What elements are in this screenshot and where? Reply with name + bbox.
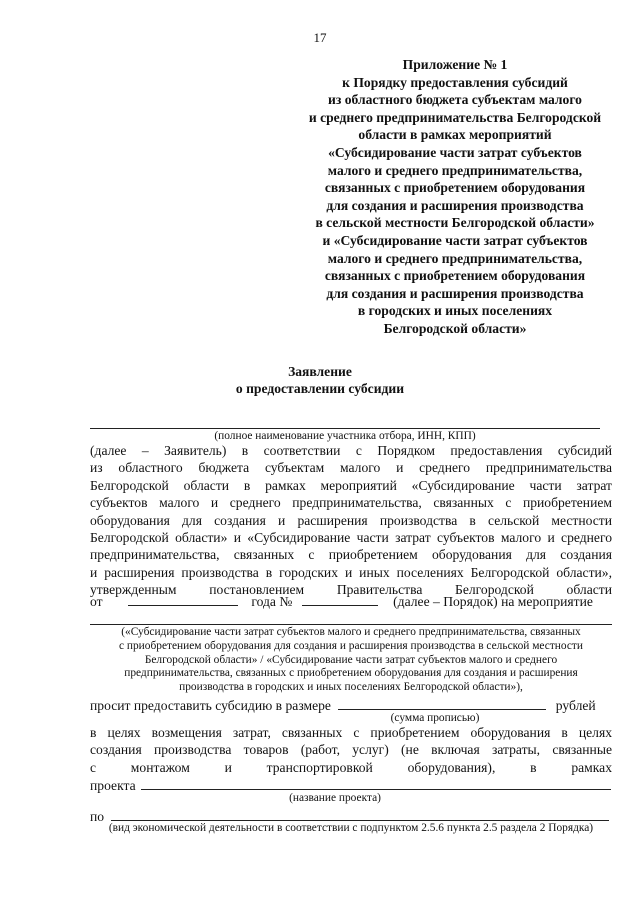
participant-caption: (полное наименование участника отбора, ИНН, КПП) (214, 430, 476, 442)
appendix-line: для создания и расширения производства (326, 285, 584, 301)
main-paragraph (90, 442, 612, 599)
paragraph-line: из областного бюджета субъектам малого и среднего предпринимательства (90, 460, 612, 476)
amount-prefix: просит предоставить субсидию в размере (90, 698, 331, 713)
paragraph-line: в целях возмещения затрат, связанных с приобретением оборудования в целях (90, 725, 612, 740)
paragraph-line: (далее – Заявитель) в соответствии с Порядком предоставления субсидий (90, 443, 612, 458)
appendix-line: малого и среднего предпринимательства, (327, 250, 583, 266)
caption-line: с приобретением оборудования для создания и расширения производства в сельской местности (118, 639, 584, 652)
paragraph-line: Белгородской области в рамках мероприятий «Субсидирование части затрат (90, 477, 612, 493)
appendix-line: Приложение № 1 (402, 57, 508, 72)
caption-line: («Субсидирование части затрат субъектов малого и среднего предпринимательства, связанных (121, 626, 581, 638)
paragraph-line: создания производства товаров (работ, услуг) (не включая затраты, связанные (90, 742, 612, 758)
appendix-line: Белгородской области» (383, 320, 527, 336)
title-line-2: о предоставлении субсидии (235, 381, 405, 396)
measure-name-field[interactable] (90, 624, 612, 625)
page-number: 17 (313, 30, 327, 45)
appendix-line: к Порядку предоставления субсидий (342, 74, 568, 90)
appendix-line: и среднего предпринимательства Белгородской (308, 109, 602, 125)
activity-prefix: по (90, 809, 105, 824)
project-prefix: проекта (90, 778, 136, 793)
appendix-line: области в рамках мероприятий (358, 127, 552, 143)
activity-type-field[interactable] (111, 808, 609, 821)
paragraph-line: предпринимательства, связанных с приобретением оборудования для создания (90, 547, 612, 563)
date-number-line (90, 593, 612, 610)
paragraph-line: Белгородской области» и «Субсидирование части затрат субъектов малого и среднего (90, 530, 612, 546)
amount-field[interactable] (338, 697, 546, 710)
appendix-line: в городских и иных поселениях (357, 303, 553, 319)
decree-number-field[interactable] (302, 593, 378, 606)
from-label: от (90, 594, 103, 609)
paragraph-line: с монтажом и транспортировкой оборудования), в рамках (90, 759, 612, 775)
project-name-field[interactable] (141, 777, 611, 790)
title-line-1: Заявление (288, 364, 352, 379)
measures-caption (90, 626, 612, 695)
year-number-label: года № (251, 594, 293, 609)
amount-suffix: рублей (555, 698, 596, 713)
appendix-header (290, 56, 620, 338)
paragraph-line: субъектов малого и среднего предпринимательства, связанных с приобретением (90, 495, 612, 511)
appendix-line: для создания и расширения производства (326, 197, 584, 213)
date-field[interactable] (128, 593, 238, 606)
appendix-line: и «Субсидирование части затрат субъектов (322, 232, 588, 248)
date-line-tail: (далее – Порядок) на мероприятие (393, 594, 593, 609)
appendix-line: малого и среднего предпринимательства, (327, 162, 583, 178)
participant-name-field[interactable] (90, 428, 600, 429)
caption-line: производства в городских и иных поселениях Белгородской области»), (179, 681, 523, 694)
appendix-line: «Субсидирование части затрат субъектов (328, 144, 582, 160)
caption-line: Белгородской области» / «Субсидирование части затрат субъектов малого и среднего (144, 653, 558, 666)
paragraph-line: и расширения производства в городских и иных поселениях Белгородской области», (90, 564, 612, 580)
appendix-line: связанных с приобретением оборудования (324, 180, 586, 196)
appendix-line: в сельской местности Белгородской области» (315, 215, 595, 231)
document-title (0, 363, 640, 397)
paragraph-line: оборудования для создания и расширения производства в сельской местности (90, 512, 612, 528)
amount-caption: (сумма прописью) (390, 712, 480, 724)
caption-line: предпринимательства, связанных с приобретением оборудования для создания и расширения (124, 667, 578, 680)
appendix-line: из областного бюджета субъектам малого (328, 92, 582, 108)
activity-caption: (вид экономической деятельности в соответствии с подпунктом 2.5.6 пункта 2.5 раздела 2 Порядка) (108, 822, 594, 834)
appendix-line: связанных с приобретением оборудования (324, 268, 586, 284)
purpose-paragraph (90, 724, 612, 776)
paragraph-line: утвержденным постановлением Правительства Белгородской области (90, 582, 612, 598)
project-caption: (название проекта) (289, 792, 381, 804)
